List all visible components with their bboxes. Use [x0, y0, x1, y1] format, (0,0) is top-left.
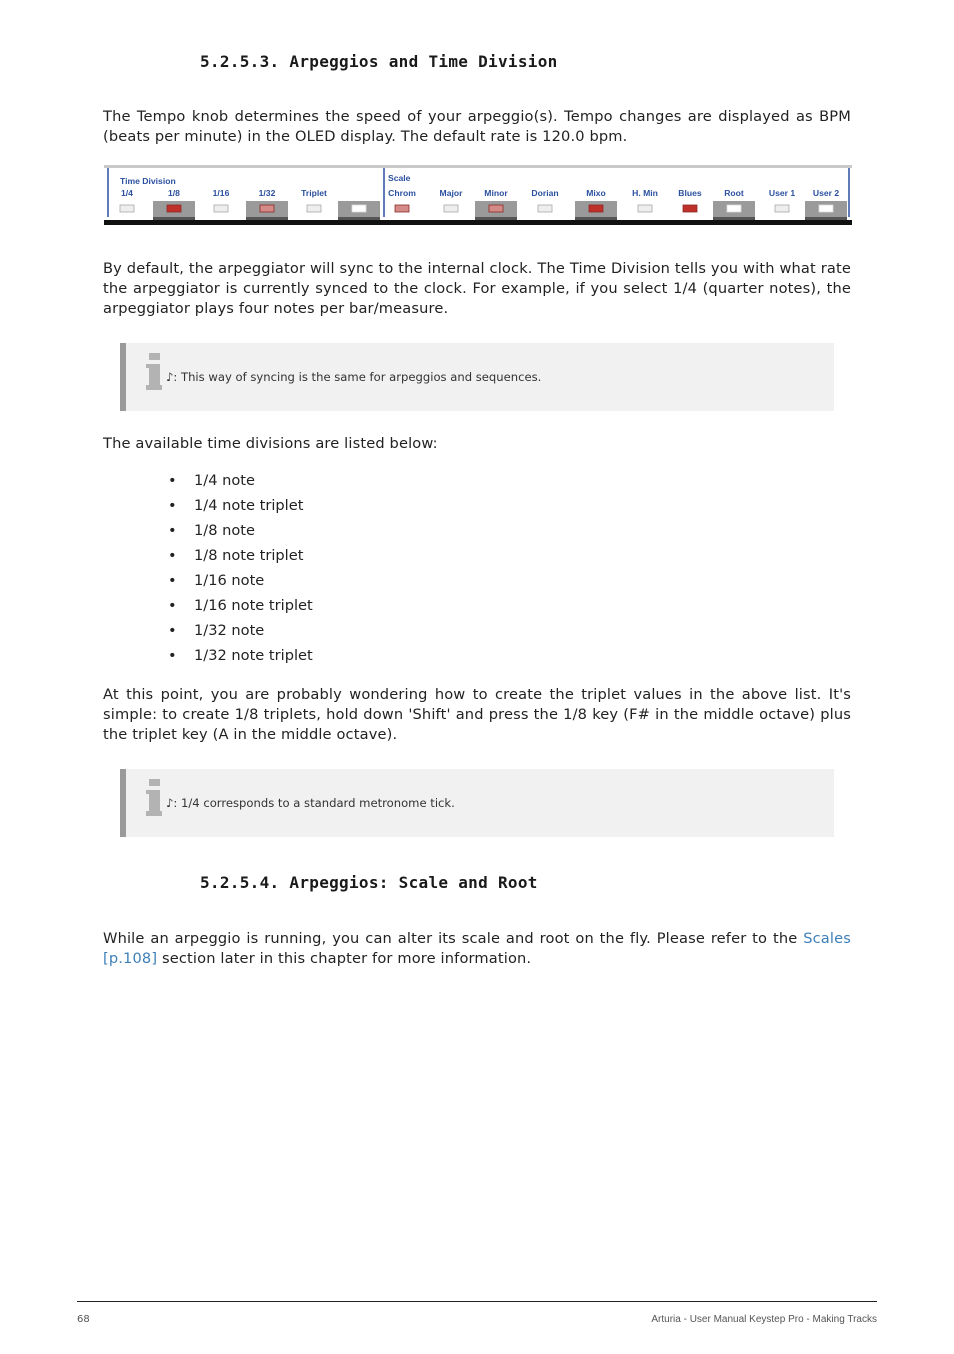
key-led [819, 205, 833, 212]
scale-root-paragraph: While an arpeggio is running, you can alter its scale and root on the fly. Please refer to the Scales [p.108] section later in this chapter for more information. [103, 930, 851, 967]
page-number: 68 [77, 1314, 90, 1325]
list-item: • 1/16 note triplet [168, 597, 313, 614]
key-led [120, 205, 134, 212]
note-text-metronome: ♪: 1/4 corresponds to a standard metronome tick. [166, 796, 455, 810]
note-box-sync [120, 343, 834, 411]
list-item: • 1/16 note [168, 572, 265, 589]
note-text-sync: ♪: This way of syncing is the same for arpeggios and sequences. [166, 370, 542, 384]
time-divisions-intro: The available time divisions are listed below: [103, 435, 438, 452]
note-box-metronome [120, 769, 834, 837]
key-label: User 2 [812, 188, 840, 198]
key-led [214, 205, 228, 212]
key-led [395, 205, 409, 212]
black-key-edge [575, 217, 617, 220]
footer-title: Arturia - User Manual Keystep Pro - Making Tracks [651, 1314, 877, 1325]
black-key-edge [805, 217, 847, 220]
key-led [727, 205, 741, 212]
key-led [538, 205, 552, 212]
key-label: 1/16 [212, 188, 230, 198]
key-label: 1/8 [168, 188, 180, 198]
list-item: • 1/4 note [168, 472, 256, 489]
time-division-title: Time Division [120, 176, 176, 186]
section-heading-scale-root: 5.2.5.4. Arpeggios: Scale and Root [200, 873, 538, 892]
key-label: Triplet [301, 188, 327, 198]
section-heading-time-division: 5.2.5.3. Arpeggios and Time Division [200, 52, 558, 71]
key-led [167, 205, 181, 212]
list-item: • 1/32 note triplet [168, 647, 313, 664]
key-label: Dorian [531, 188, 559, 198]
scales-link[interactable]: Scales [p.108] [103, 930, 851, 967]
key-led [352, 205, 366, 212]
footer-rule [77, 1301, 877, 1302]
black-key-edge [475, 217, 517, 220]
key-led [775, 205, 789, 212]
key-label: Minor [484, 188, 508, 198]
tempo-paragraph: The Tempo knob determines the speed of your arpeggio(s). Tempo changes are displayed as BPM (beats per minute) in the OLED display. The default rate is 120.0 bpm. [103, 108, 851, 145]
list-item: • 1/32 note [168, 622, 265, 639]
time-division-paragraph: By default, the arpeggiator will sync to the internal clock. The Time Division tells you with what rate the arpeggiator is currently synced to the clock. For example, if you select 1/4 (quarter notes), the arpeggiator plays four notes per bar/measure. [103, 260, 851, 317]
key-led [307, 205, 321, 212]
black-key-edge [713, 217, 755, 220]
black-key-edge [338, 217, 380, 220]
key-label: Root [724, 188, 744, 198]
key-label: 1/32 [258, 188, 276, 198]
list-item: • 1/8 note [168, 522, 256, 539]
scale-title: Scale [388, 173, 411, 183]
key-label: H. Min [632, 188, 658, 198]
key-label: 1/4 [121, 188, 133, 198]
key-led [589, 205, 603, 212]
list-item: • 1/4 note triplet [168, 497, 304, 514]
key-label: Blues [678, 188, 702, 198]
key-led [444, 205, 458, 212]
list-item: • 1/8 note triplet [168, 547, 304, 564]
time-division-list [168, 471, 313, 671]
key-led [683, 205, 697, 212]
key-label: Major [439, 188, 463, 198]
info-icon [146, 353, 162, 393]
black-key-edge [153, 217, 195, 220]
key-led [638, 205, 652, 212]
keystep-panel-image [104, 165, 852, 225]
triplet-paragraph: At this point, you are probably wondering how to create the triplet values in the above list. It's simple: to create 1/8 triplets, hold down 'Shift' and press the 1/8 key (F# in the middle octave) plus the triplet key (A in the middle octave). [103, 686, 851, 743]
key-label: User 1 [768, 188, 796, 198]
key-led [489, 205, 503, 212]
key-label: Mixo [586, 188, 606, 198]
info-icon [146, 779, 162, 819]
key-label: Chrom [388, 188, 416, 198]
black-key-edge [246, 217, 288, 220]
key-led [260, 205, 274, 212]
